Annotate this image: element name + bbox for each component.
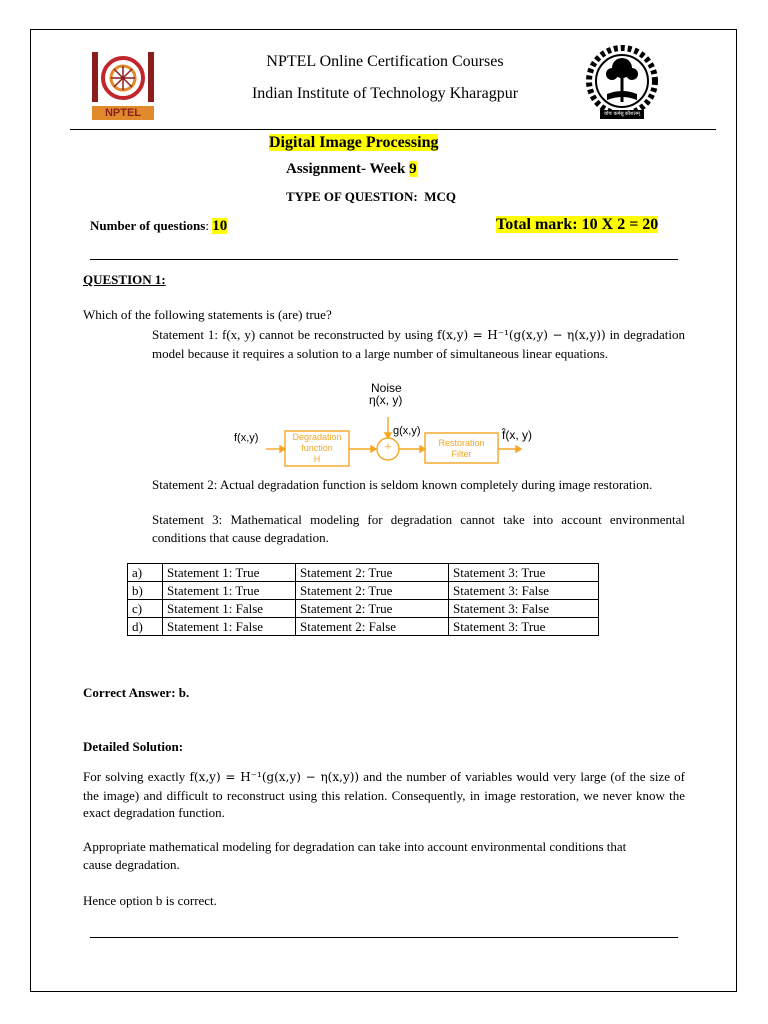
option-cell: Statement 3: True bbox=[449, 618, 599, 636]
title-divider bbox=[90, 259, 678, 260]
solution-1-formula: f(x,y) = H⁻¹(g(x,y) − η(x,y)) bbox=[189, 770, 360, 784]
adder-symbol: + bbox=[384, 441, 392, 453]
header-divider bbox=[70, 129, 716, 130]
option-row bbox=[128, 600, 599, 618]
solution-paragraph-1 bbox=[83, 768, 685, 822]
options-table bbox=[127, 563, 599, 636]
assignment-prefix: Assignment- Week bbox=[286, 161, 410, 177]
option-letter: c) bbox=[128, 600, 163, 618]
restoration-label-2: Filter bbox=[451, 449, 472, 459]
degradation-label-3: H bbox=[313, 454, 321, 464]
option-cell: Statement 2: False bbox=[296, 618, 449, 636]
input-label: f(x,y) bbox=[234, 432, 259, 444]
solution-1-text-a: For solving exactly bbox=[83, 769, 190, 784]
course-title bbox=[269, 133, 438, 152]
statement-1-formula: f(x,y) = H⁻¹(g(x,y) − η(x,y)) bbox=[437, 328, 606, 342]
solution-1-text-b: and the number of variables would very large (of the size of the image) and difficult to reconstruct using this relation. Consequently, in image restoration, we never know the exact degradation function. bbox=[83, 769, 685, 820]
solution-heading: Detailed Solution: bbox=[83, 739, 184, 754]
question-prompt: Which of the following statements is (are) true? bbox=[83, 307, 332, 322]
solution-paragraph-3: Hence option b is correct. bbox=[83, 893, 217, 908]
iit-kharagpur-logo bbox=[583, 44, 661, 122]
option-cell: Statement 1: True bbox=[163, 582, 296, 600]
restoration-label-1: Restoration bbox=[438, 438, 485, 448]
option-cell: Statement 3: False bbox=[449, 582, 599, 600]
header-line-1: NPTEL Online Certification Courses bbox=[266, 53, 504, 70]
total-mark bbox=[496, 215, 658, 234]
noise-symbol: η(x, y) bbox=[369, 393, 403, 407]
option-cell: Statement 1: False bbox=[163, 600, 296, 618]
statement-3: Statement 3: Mathematical modeling for degradation cannot take into account environmental conditions that cause degradation. bbox=[152, 512, 685, 545]
option-row bbox=[128, 582, 599, 600]
option-cell: Statement 2: True bbox=[296, 600, 449, 618]
output-label: f̂(x, y) bbox=[502, 428, 532, 442]
statement-1-text-b: in degradation model because it requires a solution to a large number of simultaneous linear equations. bbox=[152, 327, 685, 361]
nptel-logo-text: NPTEL bbox=[104, 107, 142, 119]
course-title-text: Digital Image Processing bbox=[269, 134, 439, 151]
option-cell: Statement 2: True bbox=[296, 564, 449, 582]
footer-divider bbox=[90, 937, 678, 938]
question-type: TYPE OF QUESTION: MCQ bbox=[286, 189, 456, 204]
header-line-2: Indian Institute of Technology Kharagpur bbox=[251, 85, 519, 102]
statement-1-text-a: Statement 1: f(x, y) cannot be reconstructed by using bbox=[152, 327, 437, 342]
degradation-label-1: Degradation bbox=[292, 432, 342, 442]
assignment-title bbox=[286, 160, 417, 179]
option-row bbox=[128, 618, 599, 636]
option-letter: d) bbox=[128, 618, 163, 636]
g-label: g(x,y) bbox=[393, 425, 421, 437]
question-heading: QUESTION 1: bbox=[83, 272, 166, 287]
number-of-questions bbox=[90, 216, 227, 236]
option-letter: b) bbox=[128, 582, 163, 600]
assignment-week: 9 bbox=[409, 161, 417, 177]
correct-answer: Correct Answer: b. bbox=[83, 685, 190, 700]
num-questions-sep: : bbox=[205, 218, 213, 233]
option-cell: Statement 1: False bbox=[163, 618, 296, 636]
option-cell: Statement 1: True bbox=[163, 564, 296, 582]
iit-logo-motto: योगः कर्मसु कौशलम् bbox=[604, 112, 640, 117]
statement-1 bbox=[152, 326, 685, 362]
degradation-model-diagram bbox=[230, 380, 550, 475]
option-row bbox=[128, 564, 599, 582]
statement-2: Statement 2: Actual degradation function is seldom known completely during image restoration. bbox=[152, 477, 653, 492]
num-questions-label: Number of questions bbox=[90, 218, 206, 233]
noise-label: Noise bbox=[371, 381, 402, 395]
option-letter: a) bbox=[128, 564, 163, 582]
option-cell: Statement 3: False bbox=[449, 600, 599, 618]
nptel-logo bbox=[90, 50, 156, 122]
total-mark-text: Total mark: 10 X 2 = 20 bbox=[496, 216, 659, 233]
num-questions-value: 10 bbox=[212, 218, 228, 234]
option-cell: Statement 3: True bbox=[449, 564, 599, 582]
degradation-label-2: function bbox=[301, 443, 333, 453]
option-cell: Statement 2: True bbox=[296, 582, 449, 600]
solution-paragraph-2: Appropriate mathematical modeling for degradation can take into account environmental conditions that cause degradation. bbox=[83, 839, 627, 872]
